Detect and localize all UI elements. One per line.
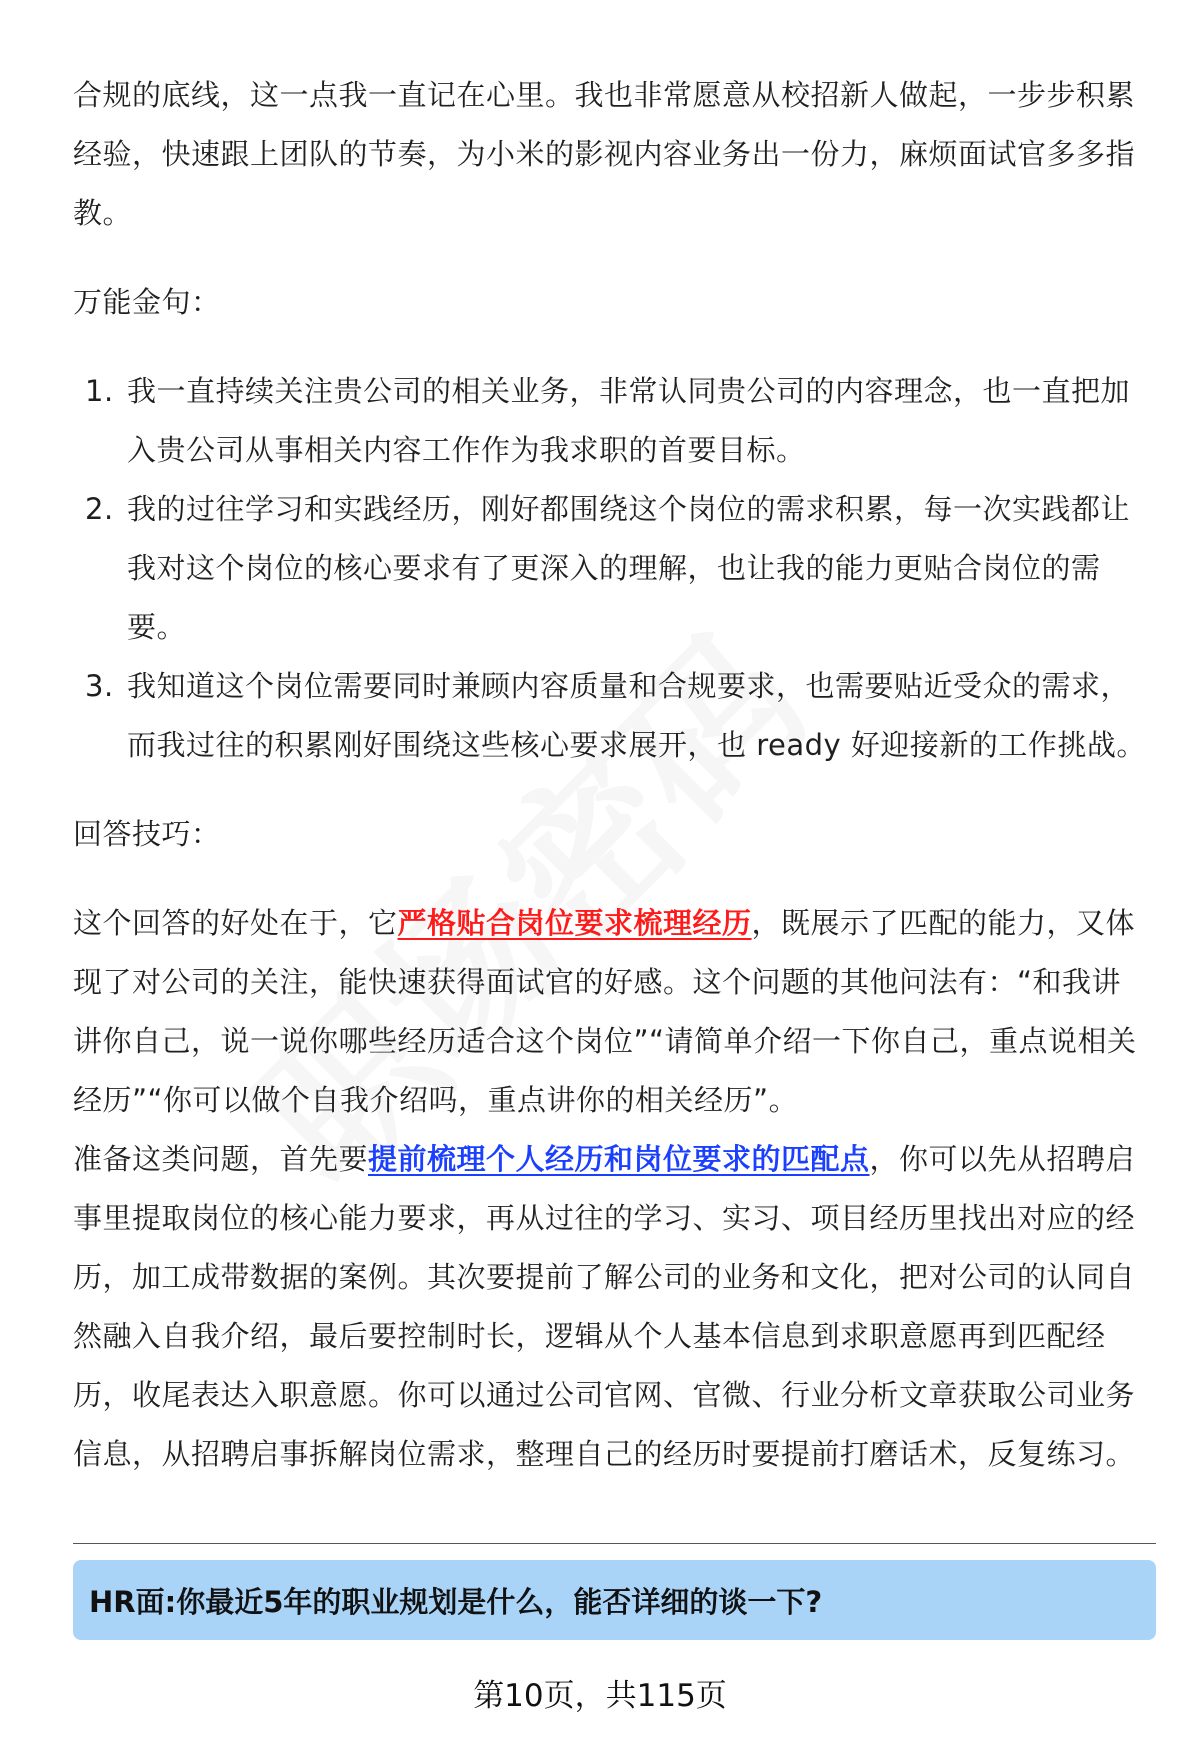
tips-text: ，既展示了匹配的能力，又体现了对公司的关注，能快速获得面试官的好感。这个问题的其他问法有：“和我讲讲你自己，说一说你哪些经历适合这个岗位”“请简单介绍一下你自己，重点说相关经历”“你可以做个自我介绍吗，重点讲你的相关经历”。 — [73, 906, 1137, 1117]
tips-text: 这个回答的好处在于，它 — [73, 906, 398, 940]
page-content — [73, 66, 1148, 1484]
list-item-text: 我知道这个岗位需要同时兼顾内容质量和合规要求，也需要贴近受众的需求，而我过往的积累刚好围绕这些核心要求展开，也 ready 好迎接新的工作挑战。 — [127, 669, 1146, 762]
tips-paragraph-2 — [73, 1130, 1148, 1484]
list-number: 1. — [85, 374, 114, 408]
tips-paragraph-1 — [73, 894, 1148, 1130]
intro-paragraph: 合规的底线，这一点我一直记在心里。我也非常愿意从校招新人做起，一步步积累经验，快速跟上团队的节奏，为小米的影视内容业务出一份力，麻烦面试官多多指教。 — [73, 78, 1136, 230]
list-item — [73, 657, 1148, 775]
golden-phrases-label: 万能金句： — [73, 285, 221, 319]
list-item-text: 我一直持续关注贵公司的相关业务，非常认同贵公司的内容理念，也一直把加入贵公司从事相关内容工作作为我求职的首要目标。 — [127, 374, 1131, 467]
section-divider — [73, 1543, 1156, 1544]
tips-text: 准备这类问题，首先要 — [73, 1142, 369, 1176]
page-number: 第10页，共115页 — [473, 1678, 727, 1714]
answer-tips-label: 回答技巧： — [73, 817, 221, 851]
golden-phrases-list — [73, 362, 1148, 775]
tips-text: ，你可以先从招聘启事里提取岗位的核心能力要求，再从过往的学习、实习、项目经历里找出对应的经历，加工成带数据的案例。其次要提前了解公司的业务和文化，把对公司的认同自然融入自我介绍，最后要控制时长，逻辑从个人基本信息到求职意愿再到匹配经历，收尾表达入职意愿。你可以通过公司官网、官微、行业分析文章获取公司业务信息，从招聘启事拆解岗位需求，整理自己的经历时要提前打磨话术，反复练习。 — [73, 1142, 1136, 1471]
blue-highlight: 提前梳理个人经历和岗位要求的匹配点 — [368, 1142, 870, 1176]
list-item — [73, 480, 1148, 657]
red-highlight: 严格贴合岗位要求梳理经历 — [397, 906, 752, 940]
list-number: 2. — [85, 492, 114, 526]
question-heading — [73, 1560, 1156, 1640]
list-item — [73, 362, 1148, 480]
list-number: 3. — [85, 669, 114, 703]
list-item-text: 我的过往学习和实践经历，刚好都围绕这个岗位的需求积累，每一次实践都让我对这个岗位的核心要求有了更深入的理解，也让我的能力更贴合岗位的需要。 — [127, 492, 1131, 644]
question-text: HR面:你最近5年的职业规划是什么，能否详细的谈一下? — [89, 1584, 823, 1619]
